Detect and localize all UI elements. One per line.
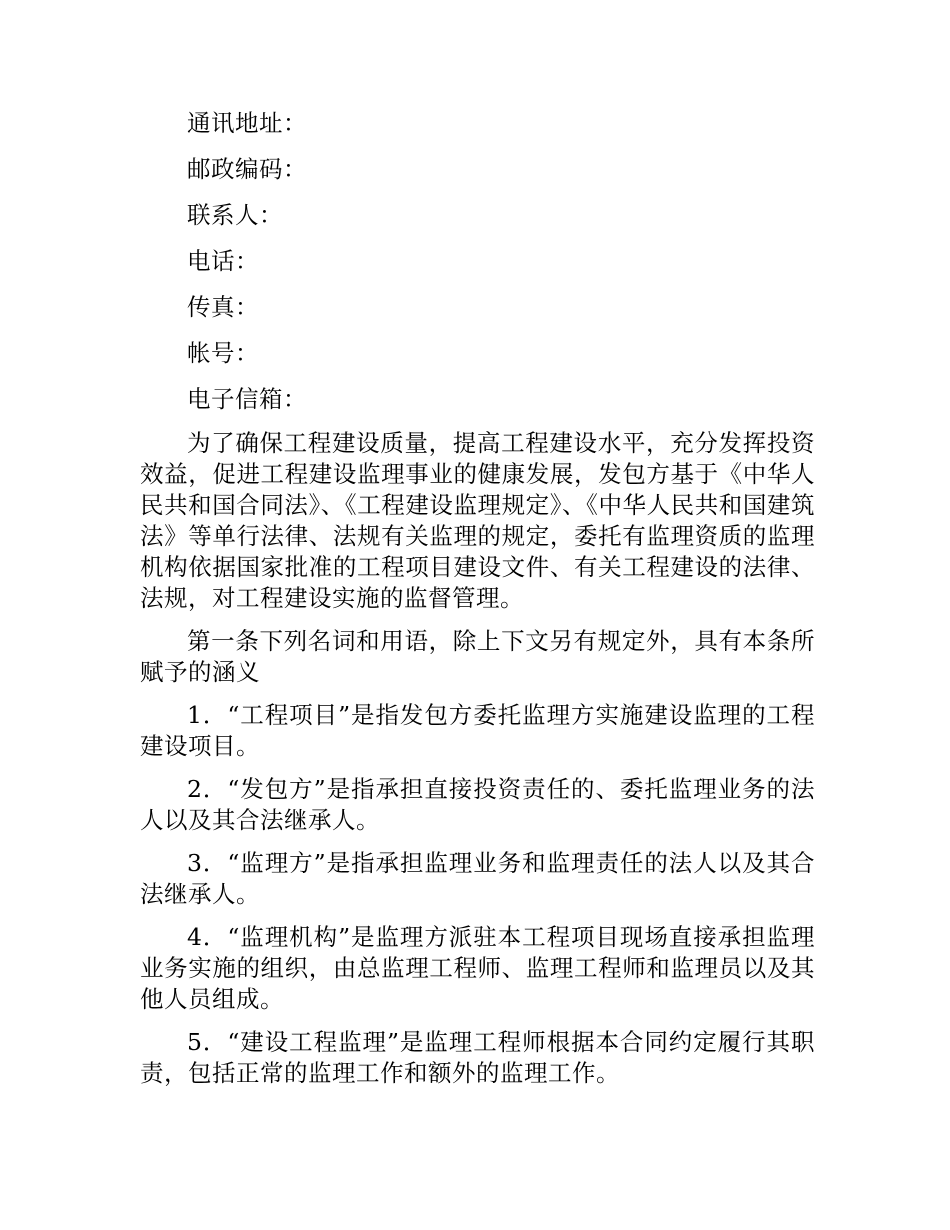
article-one-paragraph: 第一条下列名词和用语，除上下文另有规定外，具有本条所赋予的涵义	[140, 627, 815, 686]
field-account: 帐号：	[187, 339, 259, 367]
definition-item-5: 5．“建设工程监理”是监理工程师根据本合同约定履行其职责，包括正常的监理工作和额外的监理工作。	[140, 1028, 815, 1087]
field-postcode: 邮政编码：	[187, 155, 307, 183]
definition-item-2: 2．“发包方”是指承担直接投资责任的、委托监理业务的法人以及其合法继承人。	[140, 775, 815, 834]
field-email: 电子信箱：	[187, 385, 307, 413]
field-phone: 电话：	[187, 247, 259, 275]
field-fax: 传真：	[187, 293, 259, 321]
preamble-paragraph: 为了确保工程建设质量，提高工程建设水平，充分发挥投资效益，促进工程建设监理事业的健康发展，发包方基于《中华人民共和国合同法》、《工程建设监理规定》、《中华人民共和国建筑法》等单行法律、法规有关监理的规定，委托有监理资质的监理机构依据国家批准的工程项目建设文件、有关工程建设的法律、法规，对工程建设实施的监督管理。	[140, 429, 815, 612]
field-contact: 联系人：	[187, 201, 283, 229]
definition-item-4: 4．“监理机构”是监理方派驻本工程项目现场直接承担监理业务实施的组织，由总监理工程师、监理工程师和监理员以及其他人员组成。	[140, 923, 815, 1013]
document-page	[140, 106, 815, 1101]
definition-item-3: 3．“监理方”是指承担监理业务和监理责任的法人以及其合法继承人。	[140, 849, 815, 908]
definition-item-1: 1．“工程项目”是指发包方委托监理方实施建设监理的工程建设项目。	[140, 701, 815, 760]
field-address: 通讯地址：	[187, 109, 307, 137]
